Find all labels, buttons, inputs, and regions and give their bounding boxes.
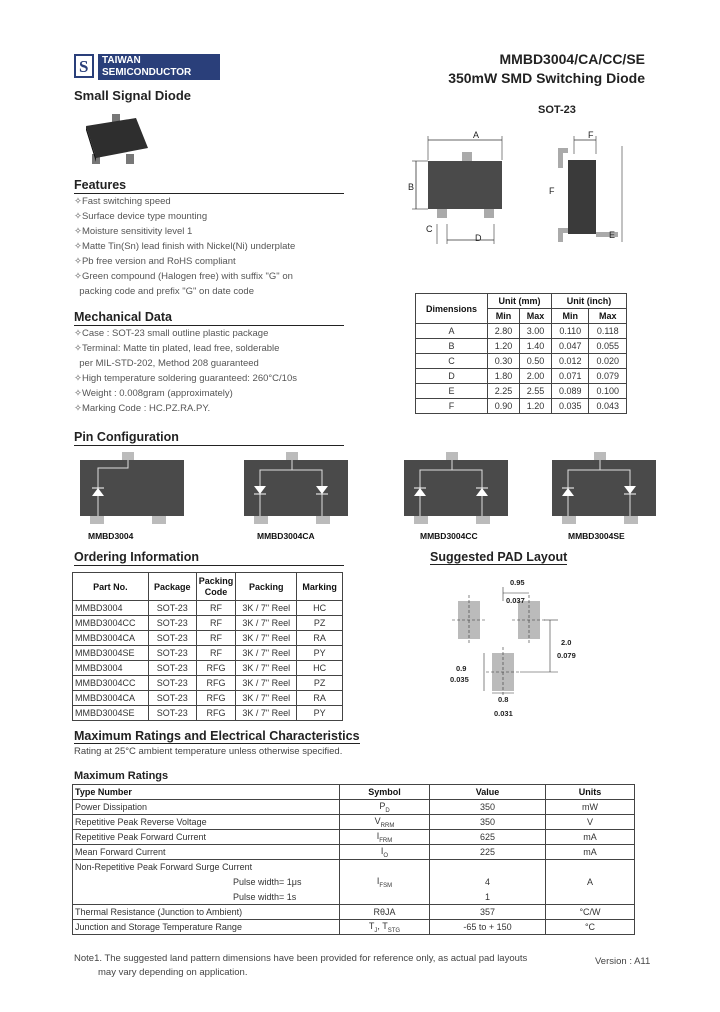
ratings-heading: Maximum Ratings and Electrical Characteristics <box>74 729 360 743</box>
rating-symbol-sub: FRM <box>379 837 393 844</box>
dim-row <box>416 354 627 369</box>
ordering-cell: PY <box>297 646 343 661</box>
features-heading: Features <box>74 178 344 194</box>
dim-cell: 3.00 <box>520 324 552 339</box>
rating-symbol-main: I <box>376 830 380 841</box>
thermal-unit: °C/W <box>546 905 635 920</box>
storage-value: -65 to + 150 <box>430 920 546 935</box>
dim-row <box>416 369 627 384</box>
rating-symbol-sub: D <box>385 807 390 814</box>
ordering-cell: PY <box>297 706 343 721</box>
ordering-table <box>72 572 343 721</box>
dim-header-max-inch: Max <box>589 309 627 324</box>
dim-header-max-mm: Max <box>520 309 552 324</box>
dim-header-min-mm: Min <box>488 309 520 324</box>
rating-name: Power Dissipation <box>73 800 340 815</box>
logo-s-glyph: S <box>79 57 89 76</box>
storage-symbol-stg: STG <box>387 927 401 934</box>
small-signal-heading: Small Signal Diode <box>74 88 192 103</box>
dim-label-b: B <box>408 182 415 192</box>
ordering-cell: RF <box>196 601 236 616</box>
dim-row <box>416 399 627 414</box>
dim-cell: 0.043 <box>589 399 627 414</box>
max-ratings-heading: Maximum Ratings <box>74 770 169 782</box>
footer-note-2: may vary depending on application. <box>98 967 248 978</box>
surge-v1: 4 <box>430 875 546 890</box>
pad-dim-0031: 0.031 <box>494 709 513 718</box>
ordering-cell: SOT-23 <box>148 661 196 676</box>
ordering-row <box>73 661 343 676</box>
ord-header-part: Part No. <box>73 573 149 601</box>
pin-caption-4: MMBD3004SE <box>568 531 625 541</box>
package-label: SOT-23 <box>538 104 576 116</box>
thermal-value: 357 <box>430 905 546 920</box>
mechanical-heading: Mechanical Data <box>74 310 344 326</box>
footer-note-1: Note1. The suggested land pattern dimensions have been provided for reference only, as actual pad layouts <box>74 953 528 964</box>
surge-unit: A <box>546 860 635 905</box>
ordering-row <box>73 706 343 721</box>
ordering-row <box>73 646 343 661</box>
mr-header-value: Value <box>430 785 546 800</box>
ord-header-packing-code: Packing Code <box>196 573 236 601</box>
mechanical-item: ✧Terminal: Matte tin plated, lead free, solderable <box>74 343 280 354</box>
dim-cell: C <box>416 354 488 369</box>
ordering-cell: 3K / 7" Reel <box>236 601 297 616</box>
pad-layout-heading: Suggested PAD Layout <box>430 550 568 564</box>
mechanical-item: ✧Marking Code : HC.PZ.RA.PY. <box>74 403 211 414</box>
ordering-cell: 3K / 7" Reel <box>236 646 297 661</box>
dim-cell: 1.20 <box>520 399 552 414</box>
dim-cell: 2.80 <box>488 324 520 339</box>
surge-v2: 1 <box>430 890 546 905</box>
mechanical-item: per MIL-STD-202, Method 208 guaranteed <box>74 358 259 369</box>
rating-unit: mA <box>546 845 635 860</box>
dim-cell: 1.80 <box>488 369 520 384</box>
dim-cell: 0.055 <box>589 339 627 354</box>
dim-cell: 0.50 <box>520 354 552 369</box>
ordering-cell: MMBD3004SE <box>73 706 149 721</box>
rating-row <box>73 800 635 815</box>
rating-row <box>73 830 635 845</box>
ordering-cell: MMBD3004CA <box>73 631 149 646</box>
ordering-cell: MMBD3004 <box>73 601 149 616</box>
rating-unit: mA <box>546 830 635 845</box>
surge-symbol <box>340 860 430 905</box>
ordering-cell: SOT-23 <box>148 691 196 706</box>
ordering-cell: MMBD3004 <box>73 661 149 676</box>
dim-cell: 2.55 <box>520 384 552 399</box>
ratings-subtitle: Rating at 25°C ambient temperature unless otherwise specified. <box>74 746 343 757</box>
dimensions-table <box>415 293 627 414</box>
ordering-cell: SOT-23 <box>148 601 196 616</box>
dim-cell: 1.20 <box>488 339 520 354</box>
rating-symbol <box>340 815 430 830</box>
part-title: MMBD3004/CA/CC/SE <box>499 51 645 67</box>
pad-dim-0037: 0.037 <box>506 596 525 605</box>
package-outline-drawing <box>400 124 640 254</box>
surge-symbol-sub: FSM <box>379 882 393 889</box>
dim-header-mm: Unit (mm) <box>488 294 552 309</box>
dim-cell: 1.40 <box>520 339 552 354</box>
rating-value: 225 <box>430 845 546 860</box>
dim-cell: B <box>416 339 488 354</box>
surge-pw1: Pulse width= 1μs <box>73 875 340 890</box>
thermal-symbol: RθJA <box>340 905 430 920</box>
mr-header-type: Type Number <box>73 785 340 800</box>
ordering-row <box>73 691 343 706</box>
rating-value: 625 <box>430 830 546 845</box>
dim-cell: 0.047 <box>552 339 589 354</box>
dim-cell: D <box>416 369 488 384</box>
max-ratings-table <box>72 784 635 935</box>
surge-value-empty <box>430 860 546 875</box>
rating-row <box>73 845 635 860</box>
dim-header-inch: Unit (inch) <box>552 294 627 309</box>
ordering-cell: PZ <box>297 616 343 631</box>
ordering-cell: 3K / 7" Reel <box>236 661 297 676</box>
rating-symbol-main: I <box>380 845 384 856</box>
dim-row <box>416 324 627 339</box>
ordering-cell: RA <box>297 691 343 706</box>
dim-label-c: C <box>426 224 433 234</box>
dim-label-f-side: F <box>549 186 555 196</box>
pad-dim-08: 0.8 <box>498 695 509 704</box>
ordering-cell: HC <box>297 661 343 676</box>
dim-cell: 0.071 <box>552 369 589 384</box>
pin-diagram-mmbd3004 <box>76 452 188 524</box>
dim-cell: 0.020 <box>589 354 627 369</box>
rating-name: Mean Forward Current <box>73 845 340 860</box>
pin-config-heading: Pin Configuration <box>74 430 344 446</box>
thermal-name: Thermal Resistance (Junction to Ambient) <box>73 905 340 920</box>
ordering-cell: SOT-23 <box>148 646 196 661</box>
feature-item: ✧Surface device type mounting <box>74 211 208 222</box>
pin-diagram-mmbd3004se <box>548 452 660 524</box>
ordering-cell: RF <box>196 616 236 631</box>
ordering-row <box>73 676 343 691</box>
pad-dim-20: 2.0 <box>561 638 572 647</box>
ordering-cell: RA <box>297 631 343 646</box>
rating-symbol-main: P <box>379 800 386 811</box>
ordering-cell: SOT-23 <box>148 676 196 691</box>
storage-symbol-t2: , T <box>377 920 388 931</box>
mechanical-item: ✧Weight : 0.008gram (approximately) <box>74 388 233 399</box>
ordering-cell: RFG <box>196 706 236 721</box>
rating-value: 350 <box>430 815 546 830</box>
ordering-cell: MMBD3004CC <box>73 676 149 691</box>
ordering-heading: Ordering Information <box>74 550 344 566</box>
surge-symbol-main: I <box>376 875 380 886</box>
ordering-cell: RFG <box>196 691 236 706</box>
rating-symbol-sub: RRM <box>380 822 395 829</box>
rating-symbol-sub: O <box>383 852 389 859</box>
ordering-cell: HC <box>297 601 343 616</box>
rating-value: 350 <box>430 800 546 815</box>
dim-cell: A <box>416 324 488 339</box>
dim-header-dimensions: Dimensions <box>416 294 488 324</box>
features-list <box>74 194 295 299</box>
company-logo <box>98 54 220 80</box>
pin-caption-2: MMBD3004CA <box>257 531 315 541</box>
rating-name: Repetitive Peak Reverse Voltage <box>73 815 340 830</box>
ordering-cell: 3K / 7" Reel <box>236 631 297 646</box>
ordering-cell: RFG <box>196 676 236 691</box>
ordering-row <box>73 631 343 646</box>
dim-label-e: E <box>609 230 616 240</box>
ordering-cell: MMBD3004CA <box>73 691 149 706</box>
pad-dim-0079: 0.079 <box>557 651 576 660</box>
storage-symbol-t: T <box>368 920 375 931</box>
ordering-cell: RFG <box>196 661 236 676</box>
ordering-cell: SOT-23 <box>148 631 196 646</box>
rating-symbol <box>340 845 430 860</box>
dim-cell: E <box>416 384 488 399</box>
pad-dim-095: 0.95 <box>510 578 525 587</box>
dim-cell: 2.00 <box>520 369 552 384</box>
dim-cell: 0.089 <box>552 384 589 399</box>
pad-dim-0035: 0.035 <box>450 675 469 684</box>
surge-name: Non-Repetitive Peak Forward Surge Current <box>73 860 340 875</box>
dim-label-d: D <box>475 233 482 243</box>
rating-row <box>73 815 635 830</box>
logo-mark <box>74 54 94 78</box>
rating-symbol-main: V <box>374 815 381 826</box>
dim-header-min-inch: Min <box>552 309 589 324</box>
pin-diagram-mmbd3004cc <box>400 452 512 524</box>
ordering-row <box>73 601 343 616</box>
storage-symbol-j: J <box>374 927 378 934</box>
pin-caption-3: MMBD3004CC <box>420 531 478 541</box>
ordering-cell: 3K / 7" Reel <box>236 691 297 706</box>
pad-dim-09: 0.9 <box>456 664 467 673</box>
storage-unit: °C <box>546 920 635 935</box>
ordering-cell: 3K / 7" Reel <box>236 676 297 691</box>
ordering-cell: PZ <box>297 676 343 691</box>
ordering-cell: SOT-23 <box>148 616 196 631</box>
pin-diagram-mmbd3004ca <box>240 452 352 524</box>
feature-item: packing code and prefix "G" on date code <box>74 286 254 297</box>
logo-line1: TAIWAN <box>102 55 141 66</box>
ord-header-packing: Packing <box>236 573 297 601</box>
storage-symbol <box>340 920 430 935</box>
version-label: Version : A11 <box>595 956 651 967</box>
rating-symbol <box>340 800 430 815</box>
dim-cell: 0.118 <box>589 324 627 339</box>
ordering-cell: MMBD3004SE <box>73 646 149 661</box>
mechanical-item: ✧Case : SOT-23 small outline plastic package <box>74 328 269 339</box>
feature-item: ✧Pb free version and RoHS compliant <box>74 256 236 267</box>
ordering-row <box>73 616 343 631</box>
dim-cell: 2.25 <box>488 384 520 399</box>
rating-symbol <box>340 830 430 845</box>
pin-caption-1: MMBD3004 <box>88 531 134 541</box>
dim-cell: 0.30 <box>488 354 520 369</box>
product-photo <box>80 108 152 170</box>
dim-cell: 0.035 <box>552 399 589 414</box>
dim-cell: 0.100 <box>589 384 627 399</box>
ord-header-marking: Marking <box>297 573 343 601</box>
ordering-cell: RF <box>196 631 236 646</box>
dim-cell: 0.079 <box>589 369 627 384</box>
feature-item: ✧Moisture sensitivity level 1 <box>74 226 193 237</box>
dim-label-a: A <box>473 130 480 140</box>
dim-row <box>416 339 627 354</box>
dim-cell: 0.012 <box>552 354 589 369</box>
product-subtitle: 350mW SMD Switching Diode <box>448 70 645 86</box>
ordering-cell: 3K / 7" Reel <box>236 706 297 721</box>
dim-cell: 0.90 <box>488 399 520 414</box>
mr-header-units: Units <box>546 785 635 800</box>
ordering-cell: RF <box>196 646 236 661</box>
ordering-cell: 3K / 7" Reel <box>236 616 297 631</box>
mechanical-item: ✧High temperature soldering guaranteed: 260°C/10s <box>74 373 298 384</box>
ordering-cell: MMBD3004CC <box>73 616 149 631</box>
ordering-cell: SOT-23 <box>148 706 196 721</box>
rating-name: Repetitive Peak Forward Current <box>73 830 340 845</box>
logo-line2: SEMICONDUCTOR <box>102 67 192 78</box>
rating-unit: mW <box>546 800 635 815</box>
mr-header-symbol: Symbol <box>340 785 430 800</box>
feature-item: ✧Matte Tin(Sn) lead finish with Nickel(Ni) underplate <box>74 241 296 252</box>
mechanical-list <box>74 326 297 416</box>
storage-name: Junction and Storage Temperature Range <box>73 920 340 935</box>
feature-item: ✧Green compound (Halogen free) with suffix "G" on <box>74 271 293 282</box>
dim-cell: F <box>416 399 488 414</box>
dim-label-f-top: F <box>588 130 594 140</box>
ord-header-package: Package <box>148 573 196 601</box>
dim-cell: 0.110 <box>552 324 589 339</box>
rating-unit: V <box>546 815 635 830</box>
feature-item: ✧Fast switching speed <box>74 196 171 207</box>
surge-pw2: Pulse width= 1s <box>73 890 340 905</box>
dim-row <box>416 384 627 399</box>
